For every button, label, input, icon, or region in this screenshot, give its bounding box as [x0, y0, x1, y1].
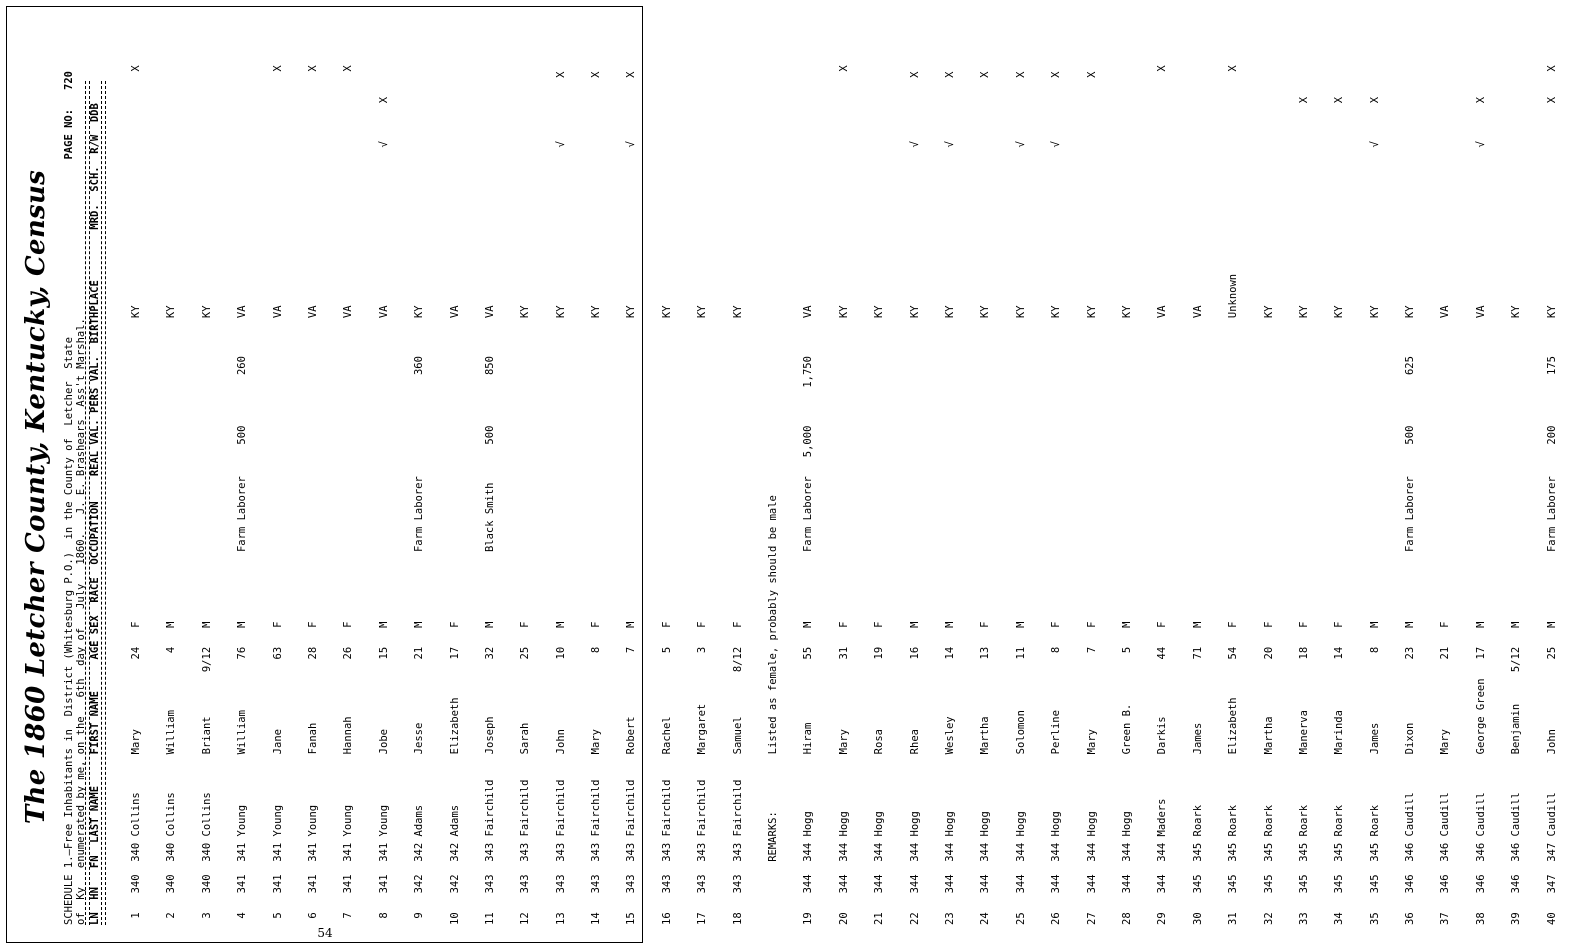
census-row: 36 346 346 Caudill Dixon 23 M Farm Laborer 500 625 KY [1404, 305, 1417, 925]
census-row: 23 344 344 Hogg Wesley 14 M KY √ X [943, 71, 956, 925]
census-row: 3 340 340 Collins Briant 9/12 M KY [200, 305, 213, 925]
census-row: 27 344 344 Hogg Mary 7 F KY X [1085, 71, 1098, 925]
census-row: 9 342 342 Adams Jesse 21 M Farm Laborer 360 KY [413, 305, 426, 925]
census-row: 11 343 343 Fairchild Joseph 32 M Black Smith 500 850 VA [483, 305, 496, 925]
census-row: 15 343 343 Fairchild Robert 7 M KY √ X [625, 71, 638, 925]
census-row: 25 344 344 Hogg Solomon 11 M KY √ X [1014, 71, 1027, 925]
book-page-number: 54 [317, 926, 333, 940]
double-rule-bottom [101, 81, 106, 925]
census-row: 16 343 343 Fairchild Rachel 5 F KY [660, 305, 673, 925]
census-row: 7 341 341 Young Hannah 26 F VA X [342, 65, 355, 925]
census-row: 34 345 345 Roark Marinda 14 F KY X [1333, 96, 1346, 925]
census-row: 13 343 343 Fairchild John 10 M KY √ X [554, 71, 567, 925]
census-row: 8 341 341 Young Jobe 15 M VA √ X [377, 96, 390, 925]
census-rows [107, 65, 1582, 925]
rotated-census-sheet [17, 65, 1558, 927]
census-row: 1 340 340 Collins Mary 24 F KY X [130, 65, 142, 925]
schedule-header-line-1: SCHEDULE 1.—Free Inhabitants in District (Whitesburg P.O.) in the County of Letcher State [63, 337, 75, 925]
book-title: The 1860 Letcher County, Kentucky, Census [21, 169, 51, 825]
census-row: 22 344 344 Hogg Rhea 16 M KY √ X [908, 71, 921, 925]
census-row: 28 344 344 Hogg Green B. 5 M KY [1120, 305, 1133, 925]
census-row: 30 345 345 Roark James 71 M VA [1191, 305, 1204, 925]
census-row: 37 346 346 Caudill Mary 21 F VA [1439, 305, 1452, 925]
census-row: 26 344 344 Hogg Perline 8 F KY √ X [1050, 71, 1063, 925]
census-row: 17 343 343 Fairchild Margaret 3 F KY [696, 305, 709, 925]
census-row: 33 345 345 Roark Manerva 18 F KY X [1297, 96, 1310, 925]
census-row: 32 345 345 Roark Martha 20 F KY [1262, 305, 1275, 925]
census-row: 38 346 346 Caudill George Green 17 M VA √ X [1474, 96, 1487, 925]
census-row: 24 344 344 Hogg Martha 13 F KY X [979, 71, 992, 925]
census-row: 12 343 343 Fairchild Sarah 25 F KY [519, 305, 532, 925]
census-row: 35 345 345 Roark James 8 M KY √ X [1368, 96, 1381, 925]
census-row: 2 340 340 Collins William 4 M KY [165, 305, 178, 925]
census-row: 4 341 341 Young William 76 M Farm Laborer 500 260 VA [236, 305, 249, 925]
census-row: 5 341 341 Young Jane 63 F VA X [271, 65, 284, 925]
census-row: 31 345 345 Roark Elizabeth 54 F Unknown X [1227, 65, 1240, 925]
census-row: 29 344 344 Maders Darkis 44 F VA X [1156, 65, 1169, 925]
column-header: LN HN FN LAST NAME FIRST NAME AGE SEX RACE OCCUPATION REAL VAL. PERS VAL. BIRTHPLACE MRD. SCH. R/W DDB [89, 103, 101, 925]
census-row: 21 344 344 Hogg Rosa 19 F KY [873, 305, 886, 925]
remarks-row: REMARKS: Listed as female, probably should be male [767, 495, 780, 925]
census-row: 18 343 343 Fairchild Samuel 8/12 F KY [731, 305, 744, 925]
census-row: 14 343 343 Fairchild Mary 8 F KY X [590, 71, 603, 925]
schedule-header-line-2: of Ky enumerated by me, on the 6th day of July 1860. J. E. Brashears Ass't Marshal. [75, 318, 87, 925]
census-row: 20 344 344 Hogg Mary 31 F KY X [837, 65, 850, 925]
census-row: 10 342 342 Adams Elizabeth 17 F VA [448, 305, 461, 925]
census-row: 39 346 346 Caudill Benjamin 5/12 M KY [1510, 305, 1523, 925]
census-page-number: PAGE NO: 720 [63, 71, 75, 160]
page-frame [6, 6, 1558, 943]
census-row: 40 347 347 Caudill John 25 M Farm Laborer 200 175 KY X X [1545, 65, 1558, 925]
census-row: 6 341 341 Young Fanah 28 F VA X [306, 65, 319, 925]
census-row: 19 344 344 Hogg Hiram 55 M Farm Laborer 5,000 1,750 VA [802, 305, 815, 925]
